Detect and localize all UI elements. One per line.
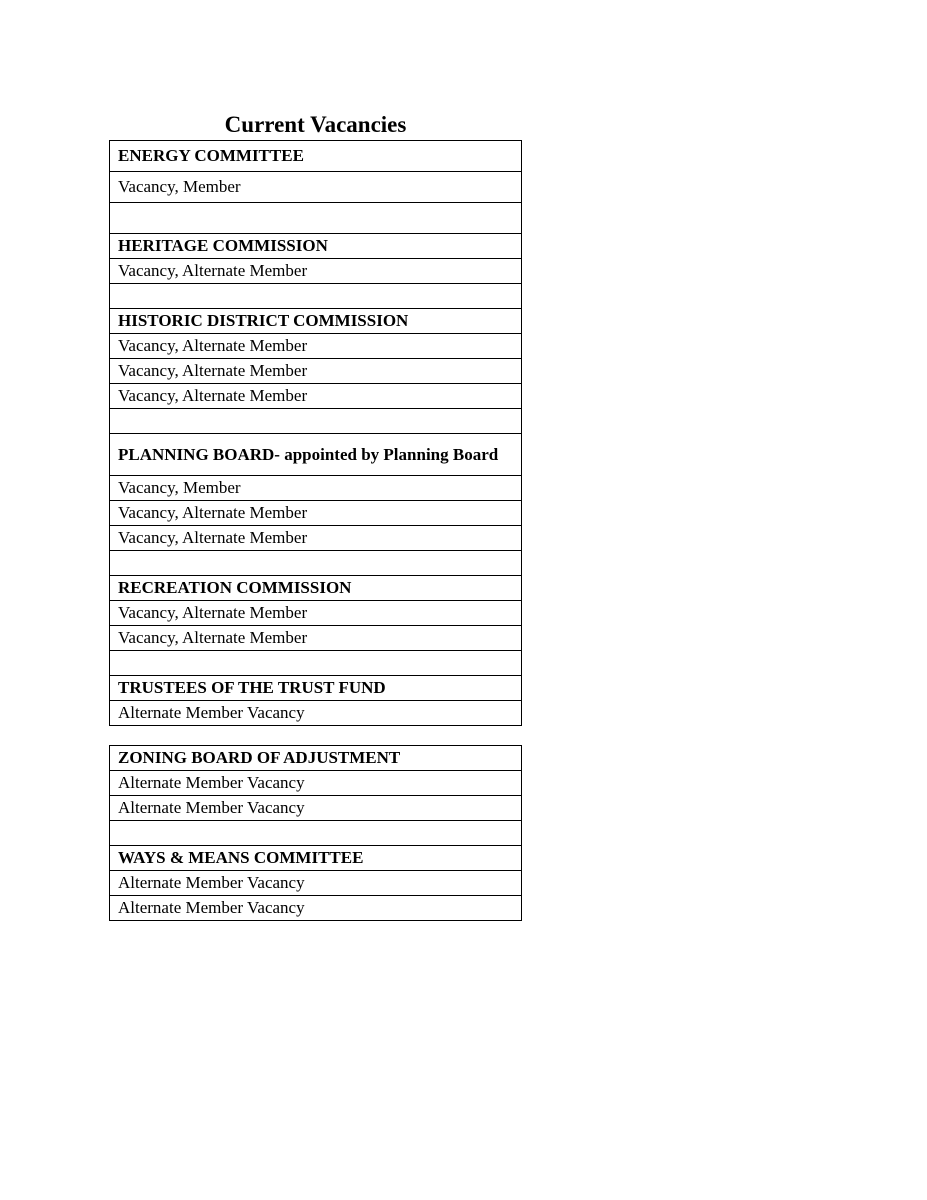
vacancy-row: Vacancy, Alternate Member	[110, 526, 522, 551]
vacancy-row: Vacancy, Alternate Member	[110, 334, 522, 359]
vacancy-row: Vacancy, Alternate Member	[110, 601, 522, 626]
vacancy-row: Vacancy, Alternate Member	[110, 384, 522, 409]
blank-spacer-row	[110, 284, 522, 309]
vacancies-table-secondary	[109, 745, 522, 921]
blank-spacer-row	[110, 651, 522, 676]
committee-header-planning-board: PLANNING BOARD- appointed by Planning Board	[110, 434, 522, 476]
vacancy-row: Alternate Member Vacancy	[110, 871, 522, 896]
committee-header-zoning: ZONING BOARD OF ADJUSTMENT	[110, 746, 522, 771]
vacancy-row: Vacancy, Member	[110, 476, 522, 501]
vacancy-row: Alternate Member Vacancy	[110, 896, 522, 921]
committee-header-trustees: TRUSTEES OF THE TRUST FUND	[110, 676, 522, 701]
committee-header-ways-means: WAYS & MEANS COMMITTEE	[110, 846, 522, 871]
vacancy-row: Vacancy, Alternate Member	[110, 626, 522, 651]
blank-spacer-row	[110, 821, 522, 846]
vacancy-row: Alternate Member Vacancy	[110, 796, 522, 821]
blank-spacer-row	[110, 203, 522, 234]
vacancy-row: Vacancy, Alternate Member	[110, 259, 522, 284]
vacancy-row: Alternate Member Vacancy	[110, 701, 522, 726]
committee-header-historic-district: HISTORIC DISTRICT COMMISSION	[110, 309, 522, 334]
committee-header-heritage: HERITAGE COMMISSION	[110, 234, 522, 259]
blank-spacer-row	[110, 409, 522, 434]
committee-header-recreation: RECREATION COMMISSION	[110, 576, 522, 601]
vacancy-row: Alternate Member Vacancy	[110, 771, 522, 796]
committee-header-energy: ENERGY COMMITTEE	[110, 141, 522, 172]
vacancy-row: Vacancy, Alternate Member	[110, 359, 522, 384]
vacancy-row: Vacancy, Alternate Member	[110, 501, 522, 526]
blank-spacer-row	[110, 551, 522, 576]
page-title: Current Vacancies	[224, 112, 407, 137]
vacancies-table-main	[109, 140, 522, 726]
vacancy-row: Vacancy, Member	[110, 172, 522, 203]
